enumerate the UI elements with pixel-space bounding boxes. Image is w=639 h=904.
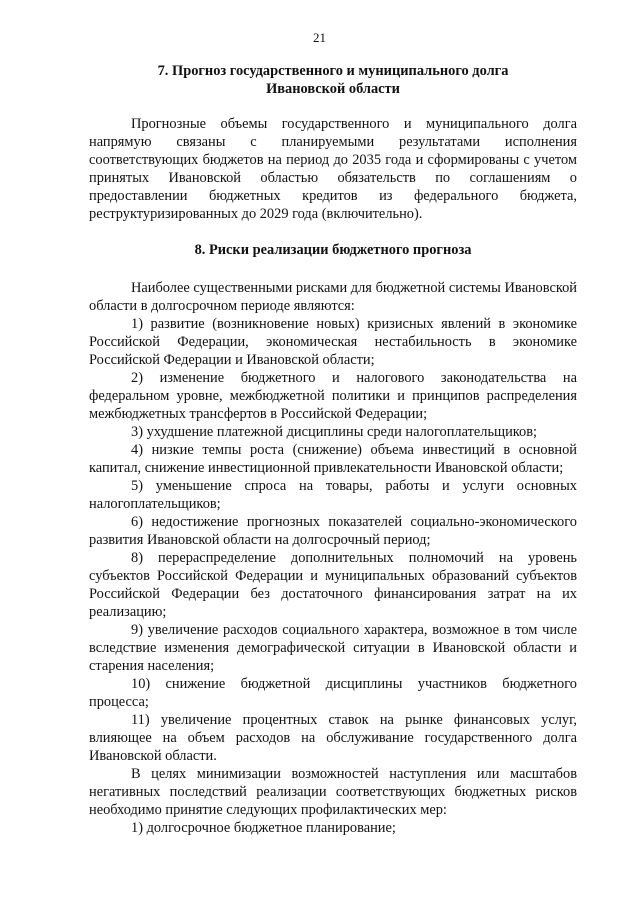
risk-item-2: 2) изменение бюджетного и налогового законодательства на федеральном уровне, межбюджетной политики и принципов распределения межбюджетных трансфертов в Российской Федерации; <box>89 370 577 422</box>
risk-item-9: 9) увеличение расходов социального характера, возможное в том числе вследствие изменения демографической ситуации в Ивановской области и старения населения; <box>89 622 577 674</box>
risk-item-1: 1) развитие (возникновение новых) кризисных явлений в экономике Российской Федерации, экономическая нестабильность в экономике Российской Федерации и Ивановской области; <box>89 316 577 368</box>
section-7-heading <box>89 62 577 98</box>
mitigation-intro: В целях минимизации возможностей наступления или масштабов негативных последствий реализации соответствующих бюджетных рисков необходимо принятие следующих профилактических мер: <box>89 766 577 818</box>
section-7-title-line-2: Ивановской области <box>266 81 400 97</box>
risk-item-5: 5) уменьшение спроса на товары, работы и услуги основных налогоплательщиков; <box>89 478 577 512</box>
section-8-heading: 8. Риски реализации бюджетного прогноза <box>194 242 472 258</box>
risk-item-8: 8) перераспределение дополнительных полномочий на уровень субъектов Российской Федерации и муниципальных образований субъектов Российской Федерации без достаточного финансирования затрат на их реализацию; <box>89 550 577 620</box>
section-7-title-line-1: 7. Прогноз государственного и муниципального долга <box>157 63 509 79</box>
section-7-paragraph: Прогнозные объемы государственного и муниципального долга напрямую связаны с планируемыми результатами исполнения соответствующих бюджетов на период до 2035 года и сформированы с учетом принятых Ивановской областью обязательств по соглашениям о предоставлении бюджетных кредитов из федерального бюджета, реструктуризированных до 2029 года (включительно). <box>89 116 577 222</box>
page-content <box>89 62 577 837</box>
measure-item-1: 1) долгосрочное бюджетное планирование; <box>131 820 396 836</box>
risk-item-10: 10) снижение бюджетной дисциплины участников бюджетного процесса; <box>89 676 577 710</box>
risk-item-6: 6) недостижение прогнозных показателей социально-экономического развития Ивановской области на долгосрочный период; <box>89 514 577 548</box>
risk-item-3: 3) ухудшение платежной дисциплины среди налогоплательщиков; <box>131 424 538 440</box>
page-number: 21 <box>313 30 326 45</box>
risk-item-11: 11) увеличение процентных ставок на рынке финансовых услуг, влияющее на объем расходов на обслуживание государственного долга Ивановской области. <box>89 712 577 764</box>
section-8-intro: Наиболее существенными рисками для бюджетной системы Ивановской области в долгосрочном периоде являются: <box>89 280 577 314</box>
risk-item-4: 4) низкие темпы роста (снижение) объема инвестиций в основной капитал, снижение инвестиционной привлекательности Ивановской области; <box>89 442 577 476</box>
